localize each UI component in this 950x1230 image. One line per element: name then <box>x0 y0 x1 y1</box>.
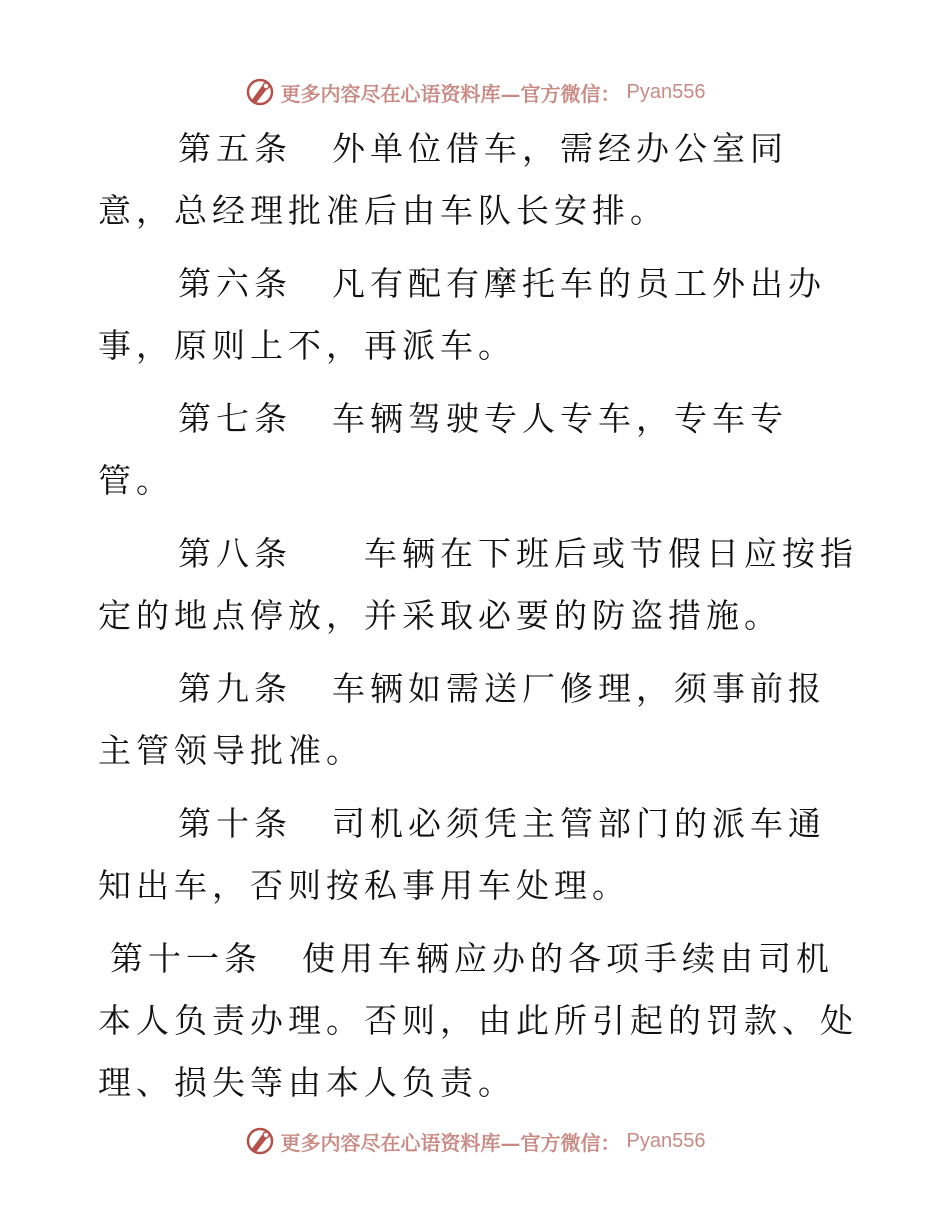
article-8 <box>98 523 858 647</box>
article-5 <box>98 118 858 242</box>
article-7 <box>98 388 858 512</box>
watermark-wechat-id: Pyan556 <box>626 80 706 103</box>
article-9 <box>98 658 858 782</box>
article-11 <box>98 928 858 1114</box>
article-number: 第八条 <box>178 534 292 573</box>
article-text: 车辆在下班后或节假日应按指定的地点停放，并采取必要的防盗措施。 <box>98 534 858 635</box>
watermark-text: 更多内容尽在心语资料库—官方微信： <box>280 81 621 106</box>
article-text: 车辆驾驶专人专车，专车专管。 <box>98 399 788 500</box>
article-text: 车辆如需送厂修理，须事前报主管领导批准。 <box>98 669 826 770</box>
article-text: 司机必须凭主管部门的派车通知出车，否则按私事用车处理。 <box>98 804 826 905</box>
header-watermark <box>0 72 950 112</box>
article-number: 第七条 <box>178 399 292 438</box>
article-number: 第五条 <box>178 129 292 168</box>
article-number: 第十条 <box>178 804 292 843</box>
article-number: 第十一条 <box>110 939 262 978</box>
article-10 <box>98 793 858 917</box>
article-text: 凡有配有摩托车的员工外出办事，原则上不，再派车。 <box>98 264 826 365</box>
document-body <box>98 118 858 1125</box>
pen-nib-logo-icon <box>245 1126 275 1156</box>
article-text: 使用车辆应办的各项手续由司机本人负责办理。否则，由此所引起的罚款、处理、损失等由本人负责。 <box>98 939 858 1102</box>
article-number: 第六条 <box>178 264 292 303</box>
watermark-wechat-id: Pyan556 <box>626 1129 706 1152</box>
article-text: 外单位借车，需经办公室同意，总经理批准后由车队长安排。 <box>98 129 788 230</box>
article-6 <box>98 253 858 377</box>
watermark-text: 更多内容尽在心语资料库—官方微信： <box>280 1130 621 1155</box>
article-number: 第九条 <box>178 669 292 708</box>
footer-watermark <box>0 1121 950 1161</box>
pen-nib-logo-icon <box>245 77 275 107</box>
